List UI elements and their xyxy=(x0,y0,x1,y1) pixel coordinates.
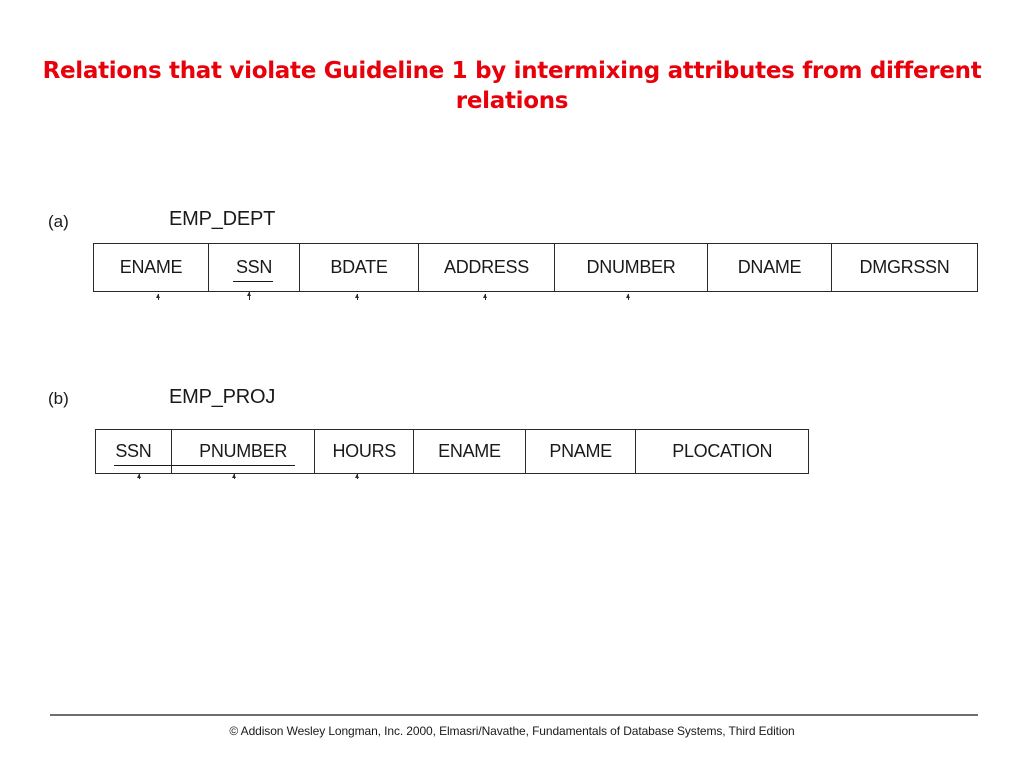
emp-dept-dependency-line xyxy=(249,292,250,300)
emp-dept-attr-bdate xyxy=(300,244,419,291)
emp-proj-attr-ename xyxy=(414,430,526,473)
emp-dept-dependency-arrow xyxy=(158,294,159,300)
emp-proj-attr-plocation xyxy=(636,430,808,473)
emp-dept-attr-dnumber-text: DNUMBER xyxy=(586,257,676,277)
diagram-a-label: (a) xyxy=(48,212,69,231)
emp-dept-attr-dnumber xyxy=(555,244,708,291)
emp-proj-attr-hours xyxy=(315,430,414,473)
emp-proj-dependency-line xyxy=(234,474,235,479)
emp-proj-attr-pname xyxy=(526,430,637,473)
copyright-footer: © Addison Wesley Longman, Inc. 2000, Elmasri/Navathe, Fundamentals of Database Systems, Third Edition xyxy=(229,724,795,738)
emp-dept-attr-address-text: ADDRESS xyxy=(444,257,529,277)
emp-proj-attr-plocation-text: PLOCATION xyxy=(672,441,773,461)
emp-dept-attr-dname-text: DNAME xyxy=(737,257,802,277)
emp-dept-attr-dmgrssn-text: DMGRSSN xyxy=(859,257,950,277)
relation-name-emp-proj: EMP_PROJ xyxy=(169,386,276,408)
emp-dept-attr-ename-text: ENAME xyxy=(119,257,183,277)
emp-proj-dependency-line xyxy=(139,474,140,479)
emp-proj-relation xyxy=(95,429,809,474)
emp-proj-attr-hours-text: HOURS xyxy=(332,441,396,461)
emp-proj-dependency-arrow xyxy=(357,474,358,479)
emp-dept-dependency-arrow xyxy=(357,294,358,300)
emp-proj-pk-underline xyxy=(114,465,295,466)
emp-dept-attr-bdate-text: BDATE xyxy=(330,257,388,277)
slide-title: Relations that violate Guideline 1 by intermixing attributes from different relations xyxy=(42,58,982,114)
emp-dept-pk-underline xyxy=(233,281,273,282)
footer-divider xyxy=(50,714,978,716)
emp-dept-attr-address xyxy=(419,244,555,291)
emp-dept-attr-dname xyxy=(708,244,832,291)
diagram-b-label: (b) xyxy=(48,389,69,408)
emp-dept-relation xyxy=(93,243,978,292)
relation-name-emp-dept: EMP_DEPT xyxy=(169,208,276,230)
emp-proj-attr-pnumber-text: PNUMBER xyxy=(199,441,288,461)
emp-proj-attr-ename-text: ENAME xyxy=(438,441,501,461)
emp-proj-attr-ssn-text: SSN xyxy=(115,441,152,461)
emp-proj-attr-ssn xyxy=(96,430,172,473)
emp-dept-attr-ename xyxy=(94,244,209,291)
emp-dept-attr-dmgrssn xyxy=(832,244,977,291)
emp-dept-attr-ssn xyxy=(209,244,300,291)
emp-dept-dependency-arrow xyxy=(485,294,486,300)
emp-dept-dependency-arrow xyxy=(628,294,629,300)
emp-dept-attr-ssn-text: SSN xyxy=(235,257,273,277)
emp-proj-attr-pname-text: PNAME xyxy=(549,441,612,461)
emp-proj-attr-pnumber xyxy=(172,430,316,473)
